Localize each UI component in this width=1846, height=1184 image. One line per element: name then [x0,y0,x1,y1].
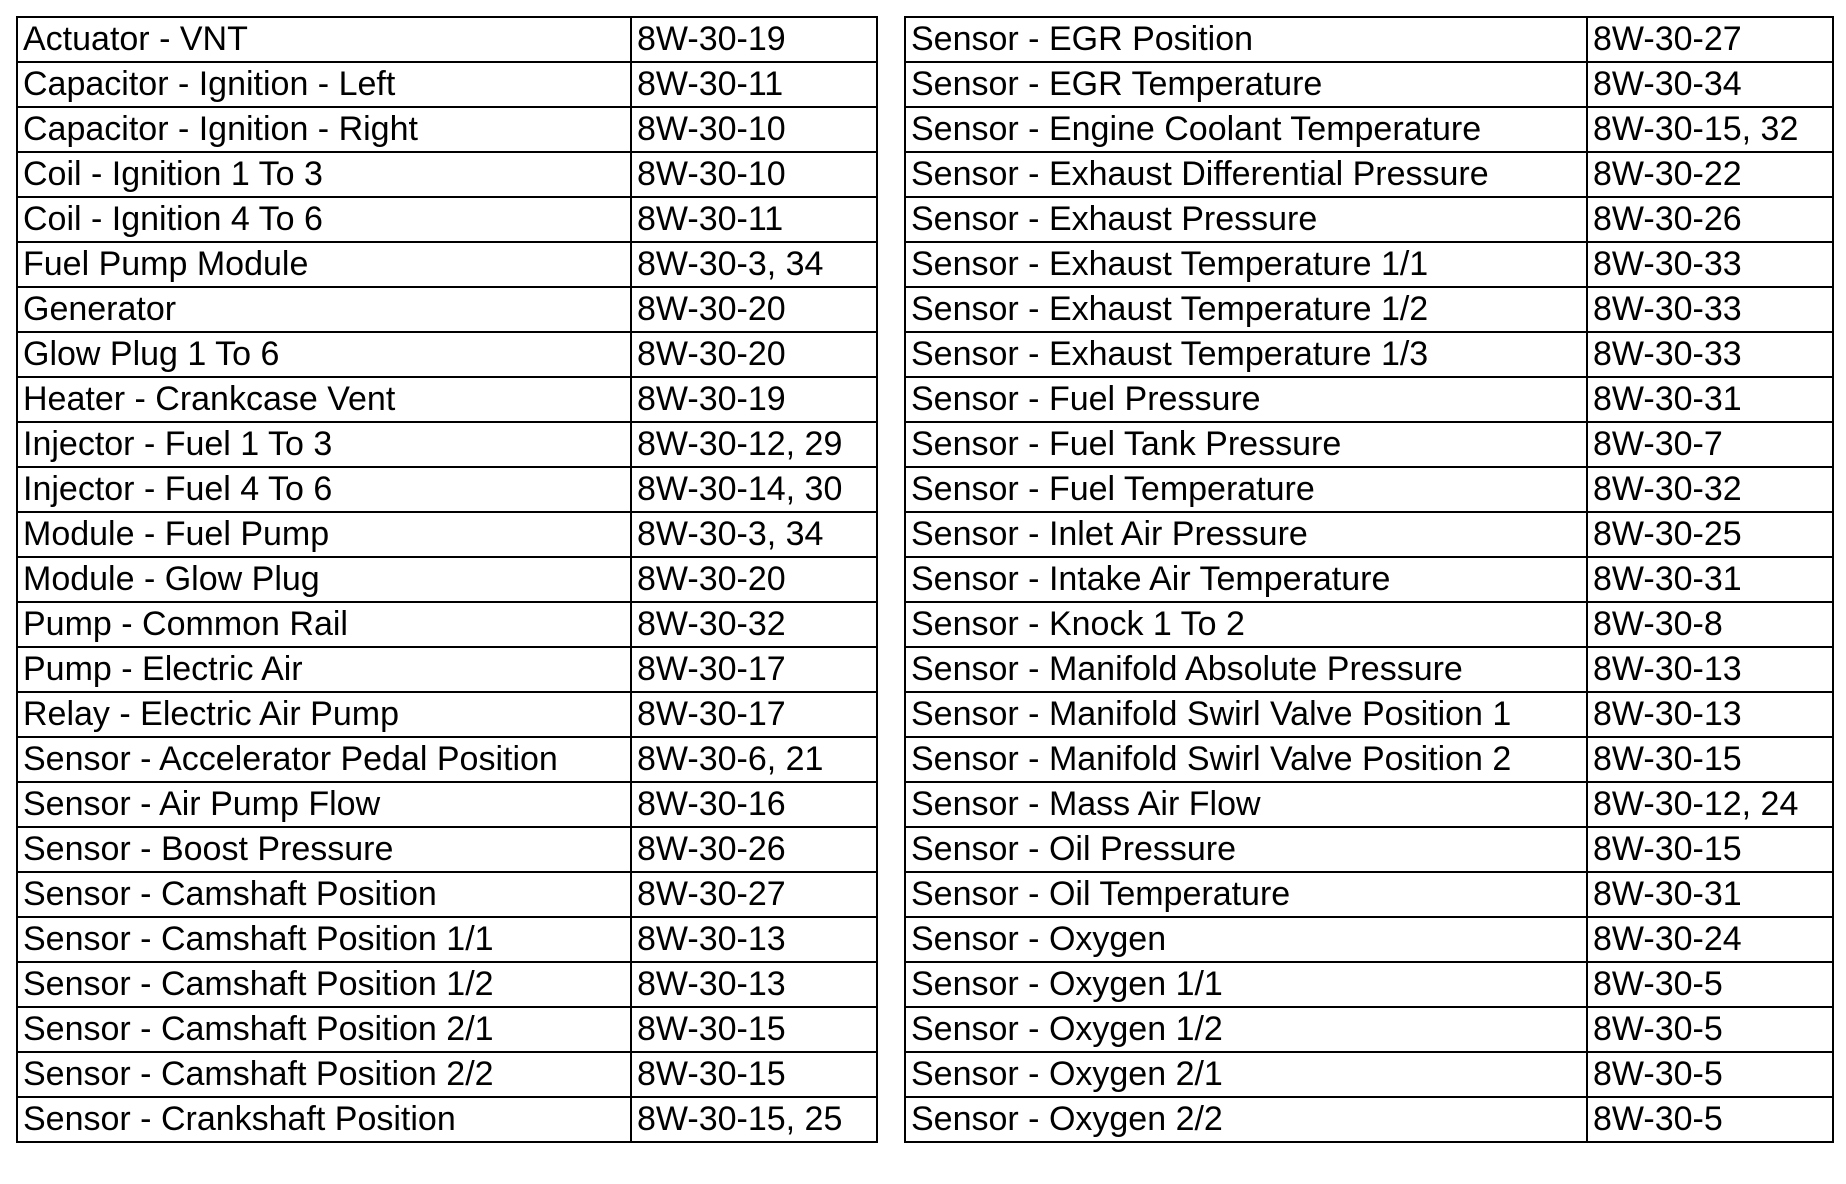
page-reference-cell: 8W-30-33 [1587,287,1833,332]
table-row [17,512,877,557]
component-name-cell: Sensor - Manifold Swirl Valve Position 2 [905,737,1587,782]
table-row [17,152,877,197]
table-row [905,107,1833,152]
component-name-cell: Sensor - Crankshaft Position [17,1097,631,1142]
component-name-cell: Glow Plug 1 To 6 [17,332,631,377]
page-reference-cell: 8W-30-10 [631,107,877,152]
table-row [905,62,1833,107]
page-reference-cell: 8W-30-13 [1587,692,1833,737]
component-name-cell: Sensor - Exhaust Differential Pressure [905,152,1587,197]
table-row [17,17,877,62]
component-name-cell: Sensor - Camshaft Position [17,872,631,917]
page-reference-cell: 8W-30-8 [1587,602,1833,647]
table-row [17,332,877,377]
table-row [17,737,877,782]
component-name-cell: Sensor - Exhaust Temperature 1/3 [905,332,1587,377]
component-name-cell: Sensor - Camshaft Position 1/2 [17,962,631,1007]
component-name-cell: Module - Fuel Pump [17,512,631,557]
table-row [17,242,877,287]
table-row [905,1052,1833,1097]
component-name-cell: Sensor - Exhaust Temperature 1/1 [905,242,1587,287]
component-name-cell: Sensor - Manifold Absolute Pressure [905,647,1587,692]
table-row [905,872,1833,917]
component-name-cell: Capacitor - Ignition - Left [17,62,631,107]
page-reference-cell: 8W-30-32 [631,602,877,647]
table-row [905,1097,1833,1142]
page-reference-cell: 8W-30-5 [1587,962,1833,1007]
page-reference-cell: 8W-30-25 [1587,512,1833,557]
table-row [17,917,877,962]
table-row [17,467,877,512]
page-reference-cell: 8W-30-27 [631,872,877,917]
page-reference-cell: 8W-30-11 [631,197,877,242]
table-row [17,1007,877,1052]
component-name-cell: Sensor - Knock 1 To 2 [905,602,1587,647]
page-reference-cell: 8W-30-3, 34 [631,512,877,557]
component-index-table-right [904,16,1834,1143]
component-name-cell: Relay - Electric Air Pump [17,692,631,737]
component-index-body-right [905,17,1833,1142]
component-name-cell: Coil - Ignition 1 To 3 [17,152,631,197]
table-row [905,512,1833,557]
table-row [905,782,1833,827]
table-row [17,647,877,692]
table-row [905,917,1833,962]
page-reference-cell: 8W-30-22 [1587,152,1833,197]
component-name-cell: Sensor - Oil Temperature [905,872,1587,917]
page-reference-cell: 8W-30-20 [631,287,877,332]
table-row [905,602,1833,647]
table-row [905,242,1833,287]
component-name-cell: Sensor - Intake Air Temperature [905,557,1587,602]
page-reference-cell: 8W-30-15 [1587,827,1833,872]
page-reference-cell: 8W-30-13 [631,962,877,1007]
component-index-table-left [16,16,878,1143]
component-name-cell: Sensor - Inlet Air Pressure [905,512,1587,557]
page-reference-cell: 8W-30-24 [1587,917,1833,962]
table-row [905,197,1833,242]
component-name-cell: Injector - Fuel 4 To 6 [17,467,631,512]
table-row [17,197,877,242]
table-row [905,692,1833,737]
table-row [17,782,877,827]
page-reference-cell: 8W-30-15, 25 [631,1097,877,1142]
page-reference-cell: 8W-30-14, 30 [631,467,877,512]
table-row [905,737,1833,782]
page-reference-cell: 8W-30-26 [1587,197,1833,242]
page-reference-cell: 8W-30-19 [631,377,877,422]
page-reference-cell: 8W-30-33 [1587,332,1833,377]
page-reference-cell: 8W-30-5 [1587,1052,1833,1097]
table-row [905,467,1833,512]
page-reference-cell: 8W-30-31 [1587,557,1833,602]
table-row [905,377,1833,422]
component-name-cell: Capacitor - Ignition - Right [17,107,631,152]
component-name-cell: Sensor - Exhaust Temperature 1/2 [905,287,1587,332]
table-row [17,287,877,332]
page-reference-cell: 8W-30-11 [631,62,877,107]
table-row [17,557,877,602]
component-name-cell: Injector - Fuel 1 To 3 [17,422,631,467]
page-reference-cell: 8W-30-20 [631,332,877,377]
table-row [905,827,1833,872]
table-row [17,1052,877,1097]
component-name-cell: Sensor - Engine Coolant Temperature [905,107,1587,152]
page-reference-cell: 8W-30-19 [631,17,877,62]
table-row [17,1097,877,1142]
table-row [17,962,877,1007]
component-name-cell: Sensor - Exhaust Pressure [905,197,1587,242]
component-name-cell: Generator [17,287,631,332]
page-reference-cell: 8W-30-5 [1587,1007,1833,1052]
table-row [905,17,1833,62]
page-reference-cell: 8W-30-33 [1587,242,1833,287]
page-reference-cell: 8W-30-31 [1587,872,1833,917]
component-name-cell: Sensor - EGR Position [905,17,1587,62]
table-row [905,962,1833,1007]
component-name-cell: Module - Glow Plug [17,557,631,602]
table-row [905,422,1833,467]
component-name-cell: Sensor - Oxygen 1/1 [905,962,1587,1007]
component-name-cell: Sensor - Air Pump Flow [17,782,631,827]
page-reference-cell: 8W-30-26 [631,827,877,872]
component-name-cell: Sensor - Camshaft Position 2/1 [17,1007,631,1052]
page-reference-cell: 8W-30-6, 21 [631,737,877,782]
component-name-cell: Pump - Electric Air [17,647,631,692]
page-reference-cell: 8W-30-13 [1587,647,1833,692]
page-reference-cell: 8W-30-17 [631,692,877,737]
page-reference-cell: 8W-30-5 [1587,1097,1833,1142]
component-index-body-left [17,17,877,1142]
table-row [17,602,877,647]
component-name-cell: Sensor - Camshaft Position 1/1 [17,917,631,962]
table-row [905,152,1833,197]
table-row [17,692,877,737]
page-reference-cell: 8W-30-27 [1587,17,1833,62]
component-name-cell: Sensor - Fuel Temperature [905,467,1587,512]
component-name-cell: Sensor - Accelerator Pedal Position [17,737,631,782]
page-reference-cell: 8W-30-16 [631,782,877,827]
component-name-cell: Sensor - Manifold Swirl Valve Position 1 [905,692,1587,737]
component-name-cell: Sensor - Camshaft Position 2/2 [17,1052,631,1097]
table-row [905,1007,1833,1052]
page-reference-cell: 8W-30-12, 29 [631,422,877,467]
component-name-cell: Sensor - Oxygen 2/2 [905,1097,1587,1142]
table-row [905,647,1833,692]
component-name-cell: Sensor - Oxygen [905,917,1587,962]
page-reference-cell: 8W-30-17 [631,647,877,692]
page-reference-cell: 8W-30-15 [631,1007,877,1052]
component-name-cell: Sensor - EGR Temperature [905,62,1587,107]
table-row [17,107,877,152]
component-name-cell: Sensor - Oil Pressure [905,827,1587,872]
table-row [17,422,877,467]
component-name-cell: Heater - Crankcase Vent [17,377,631,422]
table-row [905,332,1833,377]
page-reference-cell: 8W-30-15, 32 [1587,107,1833,152]
page-reference-cell: 8W-30-7 [1587,422,1833,467]
component-name-cell: Sensor - Oxygen 1/2 [905,1007,1587,1052]
page-reference-cell: 8W-30-15 [1587,737,1833,782]
component-name-cell: Pump - Common Rail [17,602,631,647]
page-reference-cell: 8W-30-31 [1587,377,1833,422]
page-reference-cell: 8W-30-10 [631,152,877,197]
table-row [17,872,877,917]
table-row [905,557,1833,602]
component-name-cell: Coil - Ignition 4 To 6 [17,197,631,242]
component-name-cell: Sensor - Oxygen 2/1 [905,1052,1587,1097]
table-row [905,287,1833,332]
page-reference-cell: 8W-30-15 [631,1052,877,1097]
component-name-cell: Sensor - Mass Air Flow [905,782,1587,827]
component-name-cell: Actuator - VNT [17,17,631,62]
page-reference-cell: 8W-30-12, 24 [1587,782,1833,827]
page-reference-cell: 8W-30-32 [1587,467,1833,512]
table-row [17,377,877,422]
page-reference-cell: 8W-30-13 [631,917,877,962]
component-name-cell: Sensor - Boost Pressure [17,827,631,872]
component-name-cell: Sensor - Fuel Tank Pressure [905,422,1587,467]
component-name-cell: Sensor - Fuel Pressure [905,377,1587,422]
table-row [17,827,877,872]
component-name-cell: Fuel Pump Module [17,242,631,287]
table-row [17,62,877,107]
page-reference-cell: 8W-30-3, 34 [631,242,877,287]
page-reference-cell: 8W-30-20 [631,557,877,602]
page-reference-cell: 8W-30-34 [1587,62,1833,107]
